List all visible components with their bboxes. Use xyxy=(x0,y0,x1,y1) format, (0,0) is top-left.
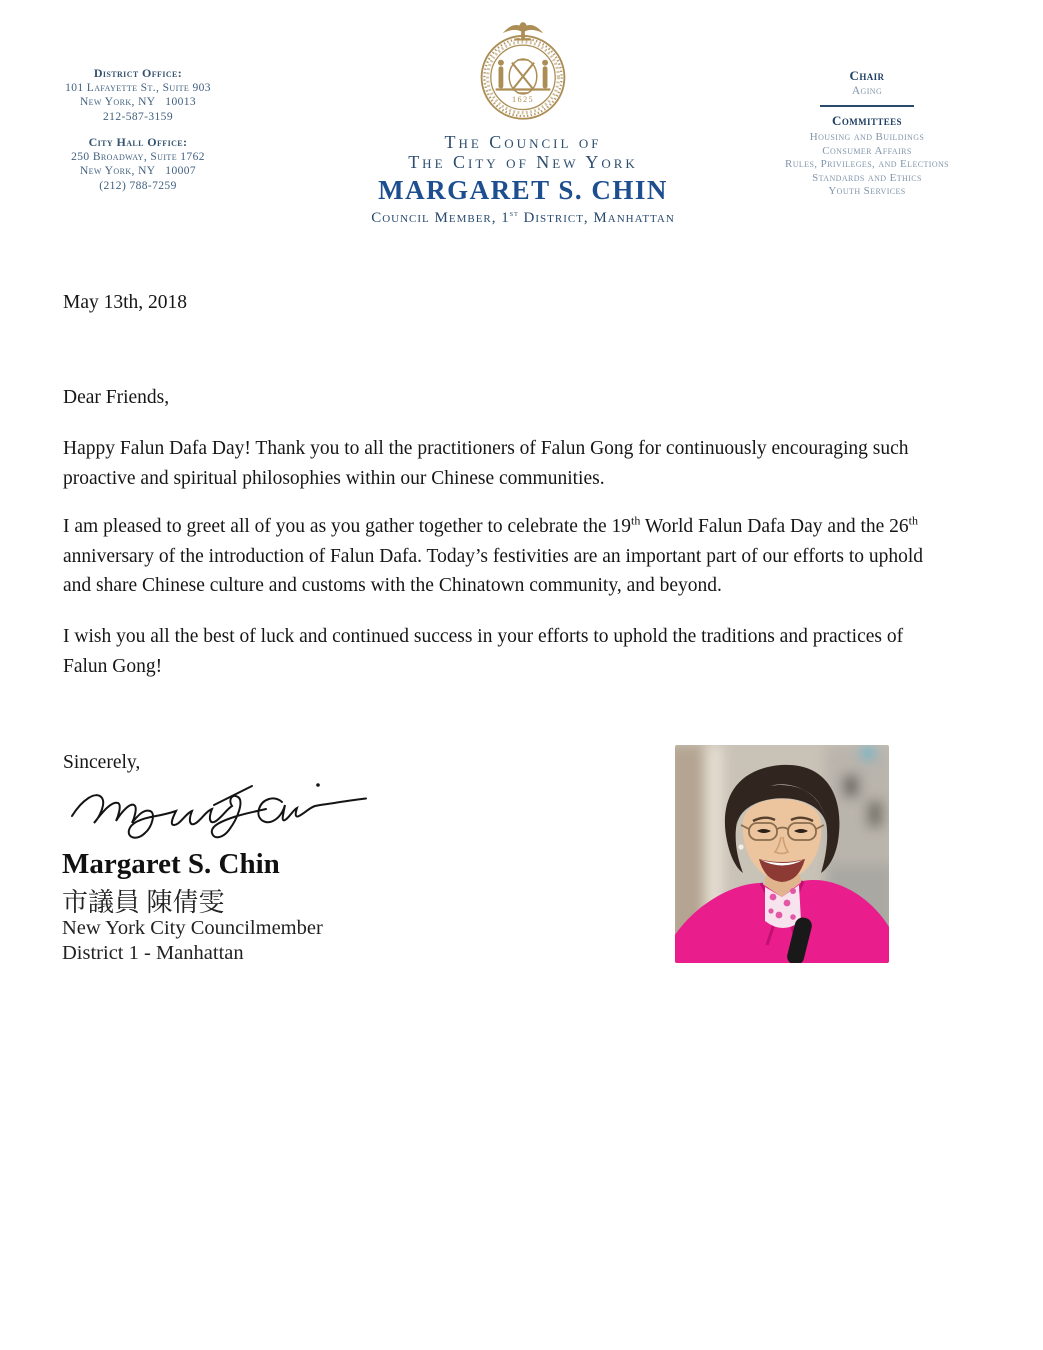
member-title: Council Member, 1st District, Manhattan xyxy=(371,208,675,226)
paragraph-line: Falun Gong! xyxy=(63,655,163,677)
district-office xyxy=(38,66,238,124)
paragraph-3 xyxy=(63,622,983,681)
signature xyxy=(66,772,386,844)
city-hall-address-2: New York, NY 10007 xyxy=(79,165,197,177)
district-office-address-1: 101 Lafayette St., Suite 903 xyxy=(65,81,211,94)
committee-item: Youth Services xyxy=(828,185,906,197)
council-line-1: The Council of xyxy=(444,132,602,152)
council-line-2: The City of New York xyxy=(408,152,638,172)
title-line-1: New York City Councilmember xyxy=(62,917,323,939)
letterhead-center xyxy=(313,14,733,227)
portrait-photo xyxy=(675,745,889,963)
printed-name: Margaret S. Chin xyxy=(62,848,280,880)
paragraph-1 xyxy=(63,434,983,493)
paragraph-line: and share Chinese culture and customs with the Chinatown community, and beyond. xyxy=(63,575,722,596)
city-hall-address-1: 250 Broadway, Suite 1762 xyxy=(71,150,205,163)
seal-year: 1625 xyxy=(511,95,535,105)
committee-item: Rules, Privileges, and Elections xyxy=(784,158,950,170)
chair-title: Chair xyxy=(849,68,885,83)
city-hall-office xyxy=(38,135,238,193)
city-hall-phone: (212) 788-7259 xyxy=(99,179,177,192)
paragraph-line: I am pleased to greet all of you as you gather together to celebrate the 19th World Falun Dafa Day and the 26th xyxy=(63,513,918,537)
district-office-phone: 212-587-3159 xyxy=(103,110,173,123)
district-office-block xyxy=(38,66,238,204)
salutation: Dear Friends, xyxy=(63,387,170,408)
district-office-title: District Office: xyxy=(93,66,183,80)
nyc-seal-icon xyxy=(477,14,569,126)
paragraph-line: I wish you all the best of luck and continued success in your efforts to uphold the traditions and practices of xyxy=(63,626,904,647)
committee-item: Standards and Ethics xyxy=(812,171,922,184)
district-office-address-2: New York, NY 10013 xyxy=(79,96,197,108)
chair-value: Aging xyxy=(851,85,883,97)
letter-date: May 13th, 2018 xyxy=(63,292,188,313)
header-divider xyxy=(820,105,914,107)
chinese-name: 市議員 陳倩雯 xyxy=(62,888,225,917)
city-hall-office-title: City Hall Office: xyxy=(88,135,188,149)
committee-item: Consumer Affairs xyxy=(822,144,912,157)
committees-block xyxy=(760,68,974,199)
committees-title: Committees xyxy=(832,113,902,128)
closing: Sincerely, xyxy=(63,752,141,773)
paragraph-2 xyxy=(63,512,993,601)
paragraph-line: Happy Falun Dafa Day! Thank you to all the practitioners of Falun Gong for continuously encouraging such xyxy=(63,438,909,459)
paragraph-line: proactive and spiritual philosophies within our Chinese communities. xyxy=(63,467,605,489)
committee-item: Housing and Buildings xyxy=(809,131,925,143)
paragraph-line: anniversary of the introduction of Falun Dafa. Today’s festivities are an important part of our efforts to uphold xyxy=(63,545,924,567)
member-name: MARGARET S. CHIN xyxy=(378,175,668,205)
title-line-2: District 1 - Manhattan xyxy=(62,942,244,964)
